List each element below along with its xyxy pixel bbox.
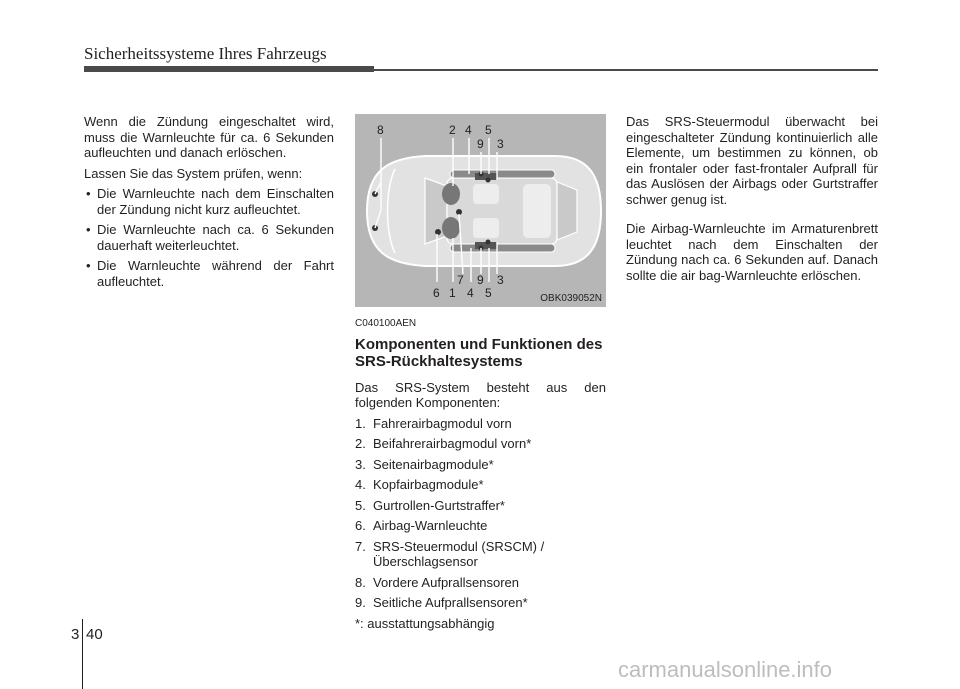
check-bullet: • Die Warnleuchte während der Fahrt aufleuchtet. bbox=[84, 258, 334, 289]
callout-5: 5 bbox=[485, 286, 492, 300]
callout-6: 6 bbox=[433, 286, 440, 300]
component-item: 3. Seitenairbagmodule* bbox=[355, 456, 494, 472]
footnote: *: ausstattungsabhängig bbox=[355, 615, 495, 631]
middle-column bbox=[355, 316, 606, 636]
callout-9: 9 bbox=[477, 137, 484, 151]
header-rule-thick bbox=[84, 66, 374, 72]
component-item: 5. Gurtrollen-Gurtstraffer* bbox=[355, 497, 505, 513]
section-code: C040100AEN bbox=[355, 318, 417, 329]
srs-components-figure bbox=[355, 114, 606, 307]
component-item: 2. Beifahrerairbagmodul vorn* bbox=[355, 436, 532, 451]
callout-1: 1 bbox=[449, 286, 456, 300]
callout-3: 3 bbox=[497, 273, 504, 287]
check-system-lead: Lassen Sie das System prüfen, wenn: bbox=[84, 165, 303, 181]
callout-2: 2 bbox=[449, 123, 456, 137]
car-top-view-illustration bbox=[355, 114, 606, 307]
page-number: 40 bbox=[86, 626, 103, 643]
callout-5: 5 bbox=[485, 123, 492, 137]
callout-8: 8 bbox=[377, 123, 384, 137]
component-item: 9. Seitliche Aufprallsensoren* bbox=[355, 595, 528, 610]
watermark: carmanualsonline.info bbox=[618, 657, 833, 682]
component-item: 8. Vordere Aufprallsensoren bbox=[355, 574, 519, 590]
warning-light-paragraph: Die Airbag-Warnleuchte im Armaturenbrett leuchtet nach dem Einschalten der Zündung nach ca. 6 Sekunden auf. Danach sollte die air bag-Warnleuchte erlöschen. bbox=[626, 221, 878, 283]
callout-4: 4 bbox=[465, 123, 472, 137]
component-item: 7. SRS-Steuermodul (SRSCM) / Überschlagsensor bbox=[355, 538, 545, 569]
component-item: 6. Airbag-Warnleuchte bbox=[355, 518, 488, 533]
figure-code: OBK039052N bbox=[540, 293, 602, 304]
page-header-title: Sicherheitssysteme Ihres Fahrzeugs bbox=[84, 44, 327, 63]
right-column bbox=[626, 114, 878, 288]
srs-monitoring-paragraph: Das SRS-Steuermodul überwacht bei eingeschalteter Zündung kontinuierlich alle Elemente, um bestimmen zu können, ob ein frontaler oder fast-frontaler Aufprall für das Auslösen der Airbags oder Gurtstraffer schwer genug ist. bbox=[626, 114, 878, 207]
footer-divider bbox=[82, 619, 83, 689]
check-bullet: • Die Warnleuchte nach dem Einschalten der Zündung nicht kurz aufleuchtet. bbox=[84, 186, 334, 217]
components-intro: Das SRS-System besteht aus den folgenden Komponenten: bbox=[355, 379, 606, 410]
check-bullet: • Die Warnleuchte nach ca. 6 Sekunden dauerhaft weiterleuchtet. bbox=[84, 222, 334, 253]
component-item: 4. Kopfairbagmodule* bbox=[355, 477, 484, 492]
section-title: Komponenten und Funktionen des SRS-Rückhaltesystems bbox=[355, 335, 603, 370]
callout-4: 4 bbox=[467, 286, 474, 300]
callout-3: 3 bbox=[497, 137, 504, 151]
component-item: 1. Fahrerairbagmodul vorn bbox=[355, 415, 512, 431]
left-column bbox=[84, 114, 334, 294]
warning-light-intro: Wenn die Zündung eingeschaltet wird, muss die Warnleuchte für ca. 6 Sekunden aufleuchten und danach erlöschen. bbox=[84, 114, 334, 160]
callout-9: 9 bbox=[477, 273, 484, 287]
callout-7: 7 bbox=[457, 273, 464, 287]
header-rule-thin bbox=[374, 69, 878, 71]
chapter-number: 3 bbox=[71, 626, 80, 643]
